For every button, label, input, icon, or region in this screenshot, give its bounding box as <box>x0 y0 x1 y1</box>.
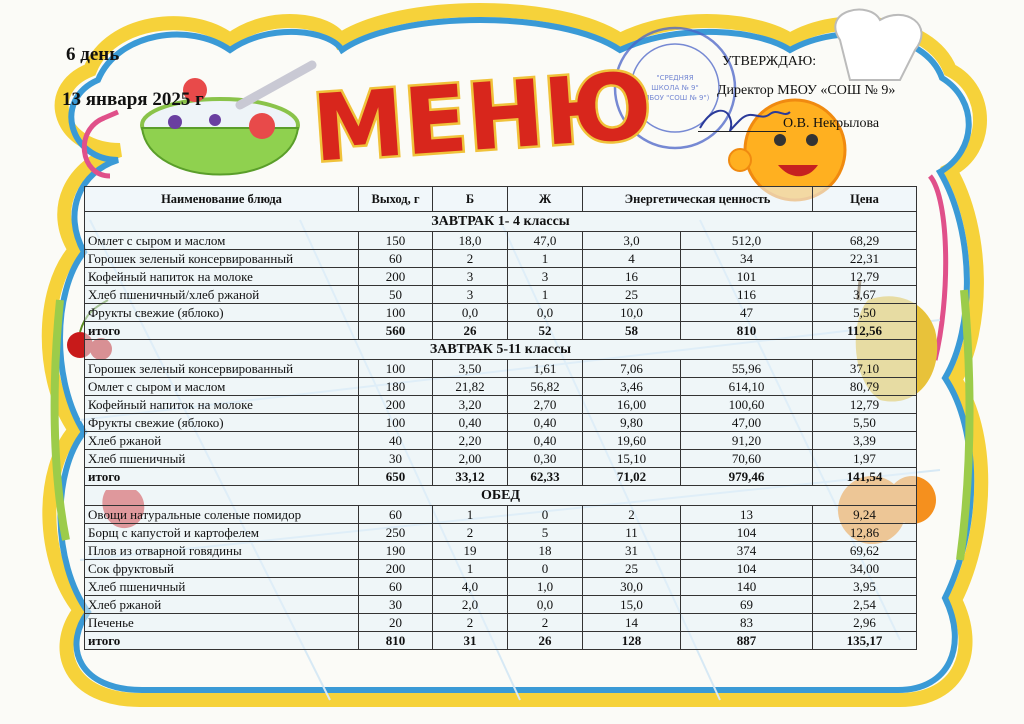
value-cell: 47,0 <box>508 232 583 250</box>
signature-line <box>698 131 786 132</box>
menu-title <box>309 52 656 183</box>
value-cell: 150 <box>359 232 433 250</box>
dish-name-cell: Сок фруктовый <box>85 560 359 578</box>
total-row <box>85 632 917 650</box>
value-cell: 11 <box>583 524 681 542</box>
value-cell: 47,00 <box>681 414 813 432</box>
value-cell: 1,0 <box>508 578 583 596</box>
value-cell: 3,20 <box>433 396 508 414</box>
value-cell: 2,70 <box>508 396 583 414</box>
value-cell: 1 <box>508 286 583 304</box>
value-cell: 810 <box>681 322 813 340</box>
value-cell: 69,62 <box>813 542 917 560</box>
value-cell: 30 <box>359 450 433 468</box>
value-cell: 20 <box>359 614 433 632</box>
table-row <box>85 378 917 396</box>
value-cell: 2,0 <box>433 596 508 614</box>
section-title: ОБЕД <box>85 486 917 506</box>
table-row <box>85 542 917 560</box>
dish-name-cell: Печенье <box>85 614 359 632</box>
value-cell: 26 <box>433 322 508 340</box>
value-cell: 2 <box>433 524 508 542</box>
value-cell: 0,30 <box>508 450 583 468</box>
value-cell: 1,97 <box>813 450 917 468</box>
value-cell: 3,0 <box>583 232 681 250</box>
value-cell: 810 <box>359 632 433 650</box>
value-cell: 33,12 <box>433 468 508 486</box>
value-cell: 25 <box>583 286 681 304</box>
value-cell: 0,0 <box>508 596 583 614</box>
dish-name-cell: Фрукты свежие (яблоко) <box>85 414 359 432</box>
dish-name-cell: Хлеб ржаной <box>85 596 359 614</box>
value-cell: 3,50 <box>433 360 508 378</box>
value-cell: 58 <box>583 322 681 340</box>
approval-title: УТВЕРЖДАЮ: <box>722 54 817 69</box>
value-cell: 70,60 <box>681 450 813 468</box>
section-header-row <box>85 340 917 360</box>
value-cell: 0 <box>508 560 583 578</box>
column-header-protein: Б <box>433 187 508 212</box>
value-cell: 180 <box>359 378 433 396</box>
value-cell: 3 <box>508 268 583 286</box>
menu-title-text: МЕНЮ <box>309 52 656 183</box>
value-cell: 30,0 <box>583 578 681 596</box>
svg-text:(МБОУ "СОШ № 9"): (МБОУ "СОШ № 9") <box>640 94 710 102</box>
value-cell: 40 <box>359 432 433 450</box>
table-row <box>85 614 917 632</box>
menu-table <box>84 186 917 650</box>
value-cell: 2 <box>433 250 508 268</box>
value-cell: 91,20 <box>681 432 813 450</box>
value-cell: 50 <box>359 286 433 304</box>
table-row <box>85 560 917 578</box>
column-header-energy: Энергетическая ценность <box>583 187 813 212</box>
dish-name-cell: Плов из отварной говядины <box>85 542 359 560</box>
value-cell: 26 <box>508 632 583 650</box>
value-cell: 101 <box>681 268 813 286</box>
value-cell: 4 <box>583 250 681 268</box>
dish-name-cell: Хлеб пшеничный <box>85 450 359 468</box>
value-cell: 141,54 <box>813 468 917 486</box>
value-cell: 512,0 <box>681 232 813 250</box>
value-cell: 68,29 <box>813 232 917 250</box>
value-cell: 650 <box>359 468 433 486</box>
section-header-row <box>85 486 917 506</box>
value-cell: 7,06 <box>583 360 681 378</box>
value-cell: 5,50 <box>813 304 917 322</box>
value-cell: 19,60 <box>583 432 681 450</box>
value-cell: 18 <box>508 542 583 560</box>
table-body <box>85 212 917 650</box>
value-cell: 60 <box>359 578 433 596</box>
value-cell: 22,31 <box>813 250 917 268</box>
value-cell: 71,02 <box>583 468 681 486</box>
dish-name-cell: Борщ с капустой и картофелем <box>85 524 359 542</box>
value-cell: 2,00 <box>433 450 508 468</box>
table-row <box>85 506 917 524</box>
value-cell: 0,40 <box>433 414 508 432</box>
dish-name-cell: Овощи натуральные соленые помидор <box>85 506 359 524</box>
value-cell: 100 <box>359 304 433 322</box>
value-cell: 80,79 <box>813 378 917 396</box>
dish-name-cell: итого <box>85 322 359 340</box>
table-row <box>85 250 917 268</box>
table-header-row <box>85 187 917 212</box>
value-cell: 37,10 <box>813 360 917 378</box>
value-cell: 10,0 <box>583 304 681 322</box>
value-cell: 0,0 <box>433 304 508 322</box>
table-row <box>85 232 917 250</box>
value-cell: 14 <box>583 614 681 632</box>
value-cell: 62,33 <box>508 468 583 486</box>
table-row <box>85 304 917 322</box>
value-cell: 3 <box>433 286 508 304</box>
dish-name-cell: Фрукты свежие (яблоко) <box>85 304 359 322</box>
value-cell: 100 <box>359 360 433 378</box>
value-cell: 2 <box>433 614 508 632</box>
table-row <box>85 268 917 286</box>
value-cell: 140 <box>681 578 813 596</box>
table-row <box>85 360 917 378</box>
value-cell: 2,54 <box>813 596 917 614</box>
value-cell: 0 <box>508 506 583 524</box>
value-cell: 34,00 <box>813 560 917 578</box>
dish-name-cell: Хлеб пшеничный <box>85 578 359 596</box>
value-cell: 9,80 <box>583 414 681 432</box>
value-cell: 3,46 <box>583 378 681 396</box>
table-row <box>85 286 917 304</box>
section-title: ЗАВТРАК 1- 4 классы <box>85 212 917 232</box>
value-cell: 5 <box>508 524 583 542</box>
value-cell: 1,61 <box>508 360 583 378</box>
value-cell: 16 <box>583 268 681 286</box>
day-label: 6 день <box>66 44 120 65</box>
table-row <box>85 432 917 450</box>
value-cell: 9,24 <box>813 506 917 524</box>
value-cell: 2 <box>583 506 681 524</box>
value-cell: 12,79 <box>813 396 917 414</box>
dish-name-cell: Горошек зеленый консервированный <box>85 360 359 378</box>
value-cell: 16,00 <box>583 396 681 414</box>
value-cell: 3 <box>433 268 508 286</box>
value-cell: 2,96 <box>813 614 917 632</box>
value-cell: 34 <box>681 250 813 268</box>
svg-text:ШКОЛА № 9": ШКОЛА № 9" <box>651 84 699 92</box>
value-cell: 887 <box>681 632 813 650</box>
value-cell: 0,40 <box>508 414 583 432</box>
value-cell: 52 <box>508 322 583 340</box>
value-cell: 56,82 <box>508 378 583 396</box>
value-cell: 3,39 <box>813 432 917 450</box>
bowl-illustration <box>142 65 312 175</box>
value-cell: 25 <box>583 560 681 578</box>
value-cell: 1 <box>433 560 508 578</box>
value-cell: 60 <box>359 506 433 524</box>
value-cell: 3,95 <box>813 578 917 596</box>
table-row <box>85 414 917 432</box>
value-cell: 1 <box>508 250 583 268</box>
column-header-yield: Выход, г <box>359 187 433 212</box>
approval-position: Директор МБОУ «СОШ № 9» <box>717 83 896 98</box>
value-cell: 200 <box>359 268 433 286</box>
value-cell: 104 <box>681 560 813 578</box>
value-cell: 2,20 <box>433 432 508 450</box>
value-cell: 979,46 <box>681 468 813 486</box>
value-cell: 374 <box>681 542 813 560</box>
value-cell: 19 <box>433 542 508 560</box>
svg-text:"СРЕДНЯЯ: "СРЕДНЯЯ <box>656 74 694 82</box>
column-header-fat: Ж <box>508 187 583 212</box>
value-cell: 21,82 <box>433 378 508 396</box>
value-cell: 100 <box>359 414 433 432</box>
dish-name-cell: Омлет с сыром и маслом <box>85 378 359 396</box>
value-cell: 1 <box>433 506 508 524</box>
value-cell: 15,10 <box>583 450 681 468</box>
value-cell: 250 <box>359 524 433 542</box>
table-row <box>85 524 917 542</box>
value-cell: 47 <box>681 304 813 322</box>
value-cell: 15,0 <box>583 596 681 614</box>
value-cell: 30 <box>359 596 433 614</box>
dish-name-cell: Омлет с сыром и маслом <box>85 232 359 250</box>
value-cell: 104 <box>681 524 813 542</box>
value-cell: 2 <box>508 614 583 632</box>
dish-name-cell: итого <box>85 468 359 486</box>
dish-name-cell: Кофейный напиток на молоке <box>85 396 359 414</box>
value-cell: 18,0 <box>433 232 508 250</box>
value-cell: 60 <box>359 250 433 268</box>
value-cell: 614,10 <box>681 378 813 396</box>
dish-name-cell: Горошек зеленый консервированный <box>85 250 359 268</box>
value-cell: 116 <box>681 286 813 304</box>
approval-name: О.В. Некрылова <box>783 116 880 131</box>
total-row <box>85 322 917 340</box>
dish-name-cell: Кофейный напиток на молоке <box>85 268 359 286</box>
value-cell: 0,0 <box>508 304 583 322</box>
value-cell: 5,50 <box>813 414 917 432</box>
dish-name-cell: итого <box>85 632 359 650</box>
value-cell: 83 <box>681 614 813 632</box>
table-row <box>85 450 917 468</box>
total-row <box>85 468 917 486</box>
value-cell: 135,17 <box>813 632 917 650</box>
value-cell: 560 <box>359 322 433 340</box>
column-header-price: Цена <box>813 187 917 212</box>
table-row <box>85 396 917 414</box>
section-title: ЗАВТРАК 5-11 классы <box>85 340 917 360</box>
column-header-dish: Наименование блюда <box>85 187 359 212</box>
value-cell: 200 <box>359 560 433 578</box>
value-cell: 3,67 <box>813 286 917 304</box>
dish-name-cell: Хлеб ржаной <box>85 432 359 450</box>
value-cell: 0,40 <box>508 432 583 450</box>
section-header-row <box>85 212 917 232</box>
value-cell: 128 <box>583 632 681 650</box>
value-cell: 200 <box>359 396 433 414</box>
value-cell: 12,86 <box>813 524 917 542</box>
table-row <box>85 596 917 614</box>
value-cell: 69 <box>681 596 813 614</box>
value-cell: 4,0 <box>433 578 508 596</box>
table-row <box>85 578 917 596</box>
value-cell: 100,60 <box>681 396 813 414</box>
value-cell: 12,79 <box>813 268 917 286</box>
value-cell: 55,96 <box>681 360 813 378</box>
dish-name-cell: Хлеб пшеничный/хлеб ржаной <box>85 286 359 304</box>
value-cell: 31 <box>583 542 681 560</box>
value-cell: 31 <box>433 632 508 650</box>
value-cell: 13 <box>681 506 813 524</box>
value-cell: 112,56 <box>813 322 917 340</box>
date-label: 13 января 2025 г <box>62 89 204 110</box>
value-cell: 190 <box>359 542 433 560</box>
